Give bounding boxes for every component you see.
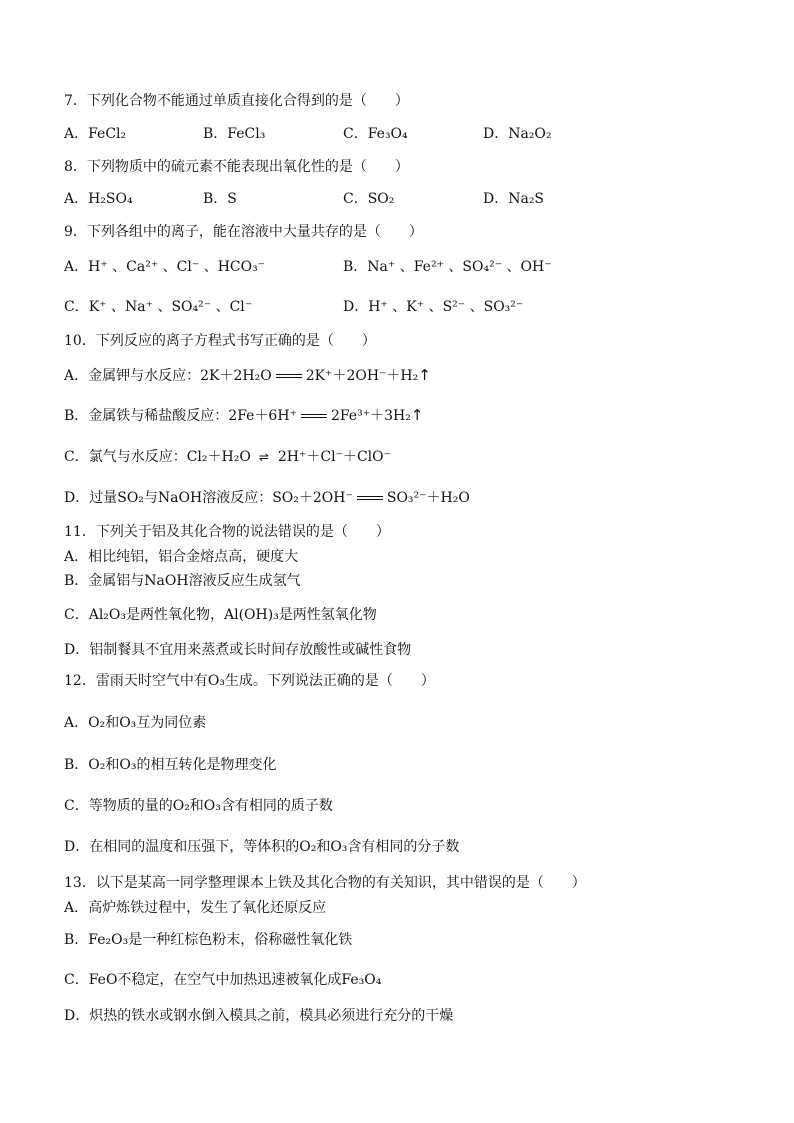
equal-sign-icon	[276, 372, 302, 380]
question-10-option-c	[64, 447, 391, 467]
option-c-products: 2H⁺＋Cl⁻＋ClO⁻	[277, 449, 392, 465]
question-13-option-c: C．FeO不稳定，在空气中加热迅速被氧化成Fe₃O₄	[64, 972, 382, 988]
question-8-stem: 8．下列物质中的硫元素不能表现出氧化性的是（ ）	[64, 159, 409, 175]
option-a-reactants: A．金属钾与水反应：2K＋2H₂O	[64, 368, 272, 384]
question-10-stem: 10．下列反应的离子方程式书写正确的是（ ）	[64, 333, 376, 349]
option-a-products: 2K⁺＋2OH⁻＋H₂	[305, 368, 419, 384]
question-9-option-b: B．Na⁺ 、Fe²⁺ 、SO₄²⁻ 、OH⁻	[343, 259, 552, 275]
question-12-option-d: D．在相同的温度和压强下，等体积的O₂和O₃含有相同的分子数	[64, 839, 460, 855]
question-11-option-b: B．金属铝与NaOH溶液反应生成氢气	[64, 573, 301, 589]
question-8-option-a: A．H₂SO₄	[64, 191, 133, 207]
question-9-option-a: A．H⁺ 、Ca²⁺ 、Cl⁻ 、HCO₃⁻	[64, 259, 266, 275]
question-13-option-a: A．高炉炼铁过程中，发生了氧化还原反应	[64, 900, 327, 916]
equal-sign-icon	[357, 494, 383, 502]
question-10-option-b	[64, 405, 423, 426]
equilibrium-arrow-icon: ⇌	[258, 450, 270, 464]
question-13-option-b: B．Fe₂O₃是一种红棕色粉末，俗称磁性氧化铁	[64, 932, 353, 948]
question-11-option-a: A．相比纯铝，铝合金熔点高，硬度大	[64, 549, 299, 565]
question-8-option-d: D．Na₂S	[483, 191, 545, 207]
question-11-option-c: C．Al₂O₃是两性氧化物，Al(OH)₃是两性氢氧化物	[64, 607, 377, 623]
option-d-products: SO₃²⁻＋H₂O	[386, 490, 470, 506]
question-12-option-b: B．O₂和O₃的相互转化是物理变化	[64, 757, 277, 773]
question-7-stem: 7．下列化合物不能通过单质直接化合得到的是（ ）	[64, 93, 409, 109]
gas-arrow-icon: ↑	[410, 406, 424, 424]
option-d-reactants: D．过量SO₂与NaOH溶液反应：SO₂＋2OH⁻	[64, 490, 353, 506]
question-7-option-d: D．Na₂O₂	[483, 126, 552, 142]
option-b-products: 2Fe³⁺＋3H₂	[330, 408, 411, 424]
question-13-stem: 13．以下是某高一同学整理课本上铁及其化合物的有关知识，其中错误的是（ ）	[64, 875, 586, 891]
question-12-option-a: A．O₂和O₃互为同位素	[64, 715, 207, 731]
question-10-option-d	[64, 488, 470, 508]
option-c-reactants: C．氯气与水反应：Cl₂＋H₂O	[64, 449, 251, 465]
question-9-stem: 9．下列各组中的离子，能在溶液中大量共存的是（ ）	[64, 224, 423, 240]
question-9-option-d: D．H⁺ 、K⁺ 、S²⁻ 、SO₃²⁻	[343, 299, 524, 315]
question-12-stem: 12．雷雨天时空气中有O₃生成。下列说法正确的是（ ）	[64, 673, 435, 689]
question-12-option-c: C．等物质的量的O₂和O₃含有相同的质子数	[64, 798, 333, 814]
question-8-option-c: C．SO₂	[343, 191, 395, 207]
question-8-option-b: B．S	[203, 191, 237, 207]
equal-sign-icon	[301, 412, 327, 420]
question-13-option-d: D．炽热的铁水或钢水倒入模具之前，模具必须进行充分的干燥	[64, 1008, 454, 1024]
question-9-option-c: C．K⁺ 、Na⁺ 、SO₄²⁻ 、Cl⁻	[64, 299, 253, 315]
question-7-option-b: B．FeCl₃	[203, 126, 266, 142]
question-11-option-d: D．铝制餐具不宜用来蒸煮或长时间存放酸性或碱性食物	[64, 642, 412, 658]
question-7-option-c: C．Fe₃O₄	[343, 126, 408, 142]
option-b-reactants: B．金属铁与稀盐酸反应：2Fe＋6H⁺	[64, 408, 297, 424]
question-7-option-a: A．FeCl₂	[64, 126, 127, 142]
question-11-stem: 11．下列关于铝及其化合物的说法错误的是（ ）	[64, 524, 390, 540]
gas-arrow-icon: ↑	[418, 366, 431, 384]
question-10-option-a	[64, 365, 431, 386]
